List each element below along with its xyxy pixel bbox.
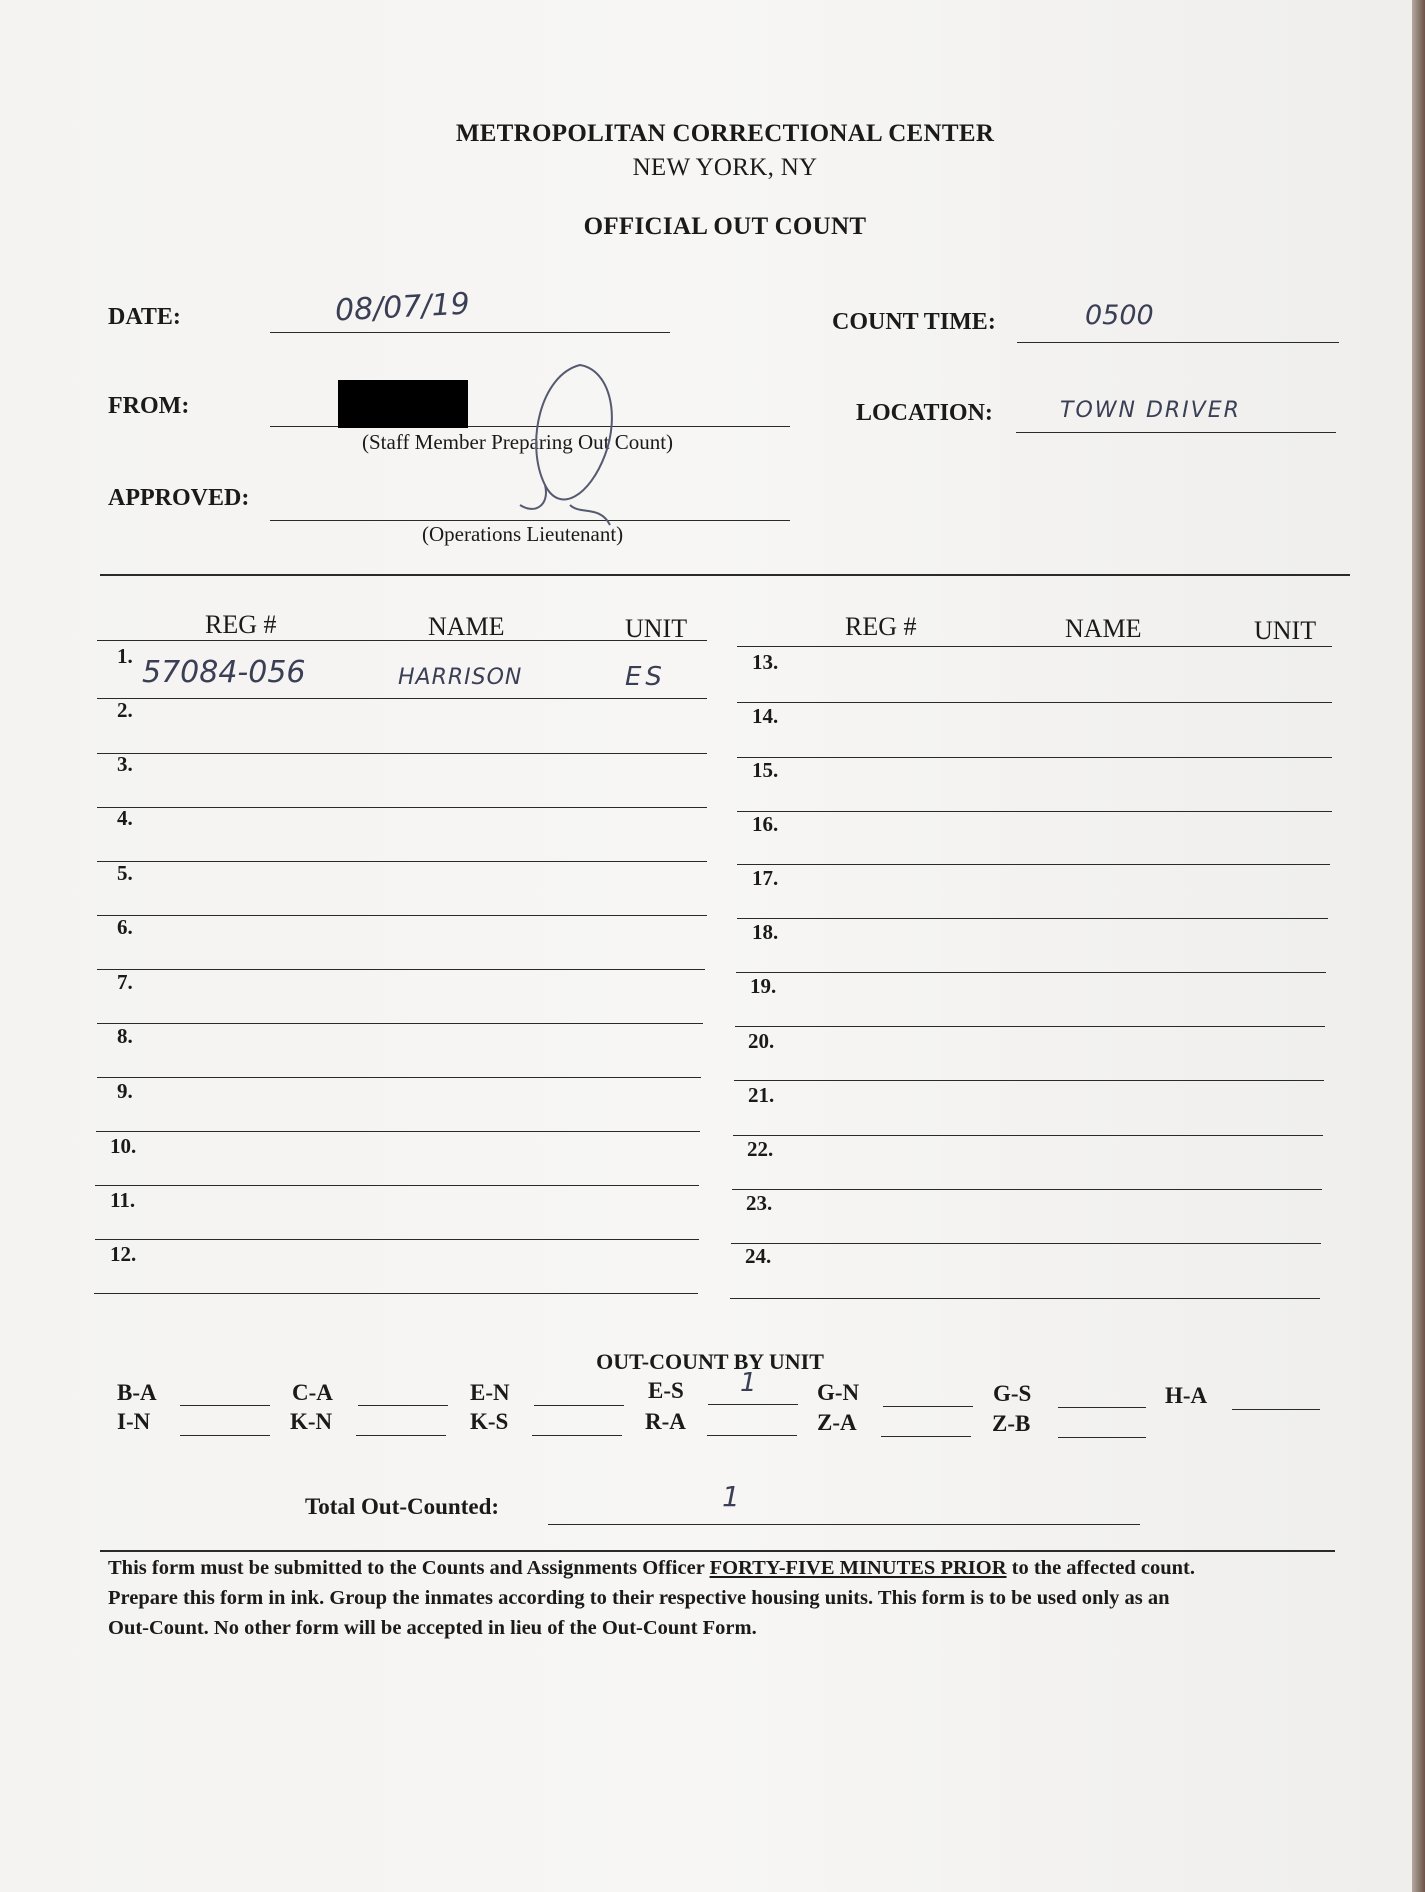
row-line: [733, 1135, 1323, 1136]
unit-line[interactable]: [180, 1435, 270, 1436]
row-number: 8.: [117, 1024, 133, 1048]
row-line: [97, 807, 707, 808]
footer-line-1-post: to the affected count.: [1006, 1557, 1195, 1579]
date-line: [270, 332, 670, 333]
row-number: 11.: [110, 1188, 136, 1212]
footer-line-1: [108, 1553, 1338, 1583]
row-line: [97, 1077, 701, 1078]
row-line: [94, 1293, 698, 1294]
total-label: Total Out-Counted:: [305, 1494, 500, 1519]
unit-cell[interactable]: ES: [625, 662, 666, 692]
row-line: [97, 915, 707, 916]
col-name-left: NAME: [428, 612, 505, 641]
col-unit-left: UNIT: [625, 614, 688, 643]
row-number: 15.: [752, 758, 779, 782]
footer-deadline: FORTY-FIVE MINUTES PRIOR: [709, 1557, 1007, 1579]
row-line: [737, 918, 1328, 919]
row-line: [97, 698, 707, 699]
row-line: [97, 861, 707, 862]
row-number: 5.: [117, 861, 133, 885]
unit-label: Z-A: [817, 1410, 857, 1435]
signature-stroke: [520, 365, 612, 525]
row-line: [736, 972, 1326, 973]
unit-line[interactable]: [708, 1404, 798, 1405]
row-number: 17.: [752, 866, 779, 890]
col-header-line-right: [737, 646, 1332, 647]
row-number: 13.: [752, 650, 779, 674]
unit-line[interactable]: [356, 1435, 446, 1436]
row-number: 10.: [110, 1134, 137, 1158]
unit-label: I-N: [117, 1409, 151, 1434]
city-title: NEW YORK, NY: [632, 154, 818, 181]
unit-label: G-S: [993, 1381, 1032, 1406]
reg-cell[interactable]: 57084-056: [142, 655, 306, 690]
unit-line[interactable]: [1058, 1437, 1146, 1438]
row-line: [96, 1131, 700, 1132]
unit-line[interactable]: [358, 1405, 448, 1406]
header-separator: [100, 574, 1350, 576]
col-unit-right: UNIT: [1254, 616, 1317, 645]
institution-title: METROPOLITAN CORRECTIONAL CENTER: [455, 120, 995, 147]
row-number: 20.: [748, 1029, 775, 1053]
unit-label: K-S: [470, 1409, 509, 1434]
row-number: 23.: [746, 1191, 773, 1215]
row-line: [737, 702, 1332, 703]
from-caption: (Staff Member Preparing Out Count): [362, 430, 674, 454]
row-line: [731, 1243, 1321, 1244]
page-edge-shadow: [1412, 0, 1425, 1892]
row-line: [97, 969, 705, 970]
unit-label: K-N: [290, 1409, 333, 1434]
total-value[interactable]: 1: [722, 1480, 740, 1513]
form-title: OFFICIAL OUT COUNT: [583, 213, 867, 240]
footer-line-3: Out-Count. No other form will be accepted in lieu of the Out-Count Form.: [108, 1617, 757, 1639]
approved-label: APPROVED:: [108, 485, 250, 511]
row-line: [737, 757, 1332, 758]
footer-line-2: Prepare this form in ink. Group the inmates according to their respective housing units. This form is to be used only as an: [108, 1587, 1170, 1609]
location-line: [1016, 432, 1336, 433]
row-number: 2.: [117, 698, 133, 722]
row-number: 16.: [752, 812, 779, 836]
row-line: [737, 811, 1332, 812]
row-line: [730, 1298, 1320, 1299]
location-value[interactable]: TOWN DRIVER: [1060, 398, 1241, 423]
col-name-right: NAME: [1065, 614, 1142, 643]
redaction-box: [338, 380, 468, 428]
unit-label: R-A: [645, 1409, 686, 1434]
date-label: DATE:: [108, 304, 181, 330]
footer-separator: [100, 1550, 1335, 1552]
unit-label: Z-B: [992, 1411, 1031, 1436]
col-reg-left: REG #: [205, 610, 277, 639]
col-header-line-left: [97, 640, 707, 641]
row-number: 6.: [117, 915, 133, 939]
row-number: 19.: [750, 974, 777, 998]
row-number: 21.: [748, 1083, 775, 1107]
row-number: 3.: [117, 752, 133, 776]
signature-mark: [510, 355, 630, 535]
unit-label: E-S: [648, 1378, 684, 1403]
unit-label: G-N: [817, 1380, 860, 1405]
footer-line-1-pre: This form must be submitted to the Counts and Assignments Officer: [108, 1557, 710, 1579]
unit-label: E-N: [470, 1380, 510, 1405]
out-count-title: OUT-COUNT BY UNIT: [596, 1349, 824, 1374]
row-number: 9.: [117, 1079, 133, 1103]
unit-line[interactable]: [1058, 1407, 1146, 1408]
unit-line[interactable]: [707, 1435, 797, 1436]
from-label: FROM:: [108, 393, 190, 419]
unit-line[interactable]: [1232, 1409, 1320, 1410]
row-number: 24.: [745, 1244, 772, 1268]
unit-value[interactable]: 1: [740, 1368, 757, 1398]
row-number: 14.: [752, 704, 779, 728]
row-number: 7.: [117, 970, 133, 994]
total-line[interactable]: [548, 1524, 1140, 1525]
row-number: 22.: [747, 1137, 774, 1161]
unit-label: B-A: [117, 1380, 157, 1405]
col-reg-right: REG #: [845, 612, 917, 641]
row-number: 18.: [752, 920, 779, 944]
row-line: [95, 1239, 699, 1240]
location-label: LOCATION:: [856, 400, 993, 426]
unit-line[interactable]: [534, 1405, 624, 1406]
row-line: [97, 753, 707, 754]
row-number: 1.: [117, 644, 133, 668]
row-line: [732, 1189, 1322, 1190]
footer-instructions: [108, 1553, 1338, 1643]
row-number: 12.: [110, 1242, 137, 1266]
unit-line[interactable]: [180, 1405, 270, 1406]
count-time-value[interactable]: 0500: [1085, 300, 1154, 331]
approved-caption: (Operations Lieutenant): [422, 522, 624, 546]
count-time-label: COUNT TIME:: [832, 309, 996, 335]
unit-label: C-A: [292, 1380, 333, 1405]
row-line: [97, 1023, 703, 1024]
row-number: 4.: [117, 806, 133, 830]
unit-line[interactable]: [532, 1435, 622, 1436]
row-line: [734, 1080, 1324, 1081]
unit-line[interactable]: [881, 1436, 971, 1437]
unit-line[interactable]: [883, 1406, 973, 1407]
count-time-line: [1017, 342, 1339, 343]
date-value[interactable]: 08/07/19: [334, 286, 471, 329]
unit-label: H-A: [1165, 1383, 1208, 1408]
name-cell[interactable]: HARRISON: [398, 665, 523, 690]
row-line: [737, 864, 1330, 865]
row-line: [735, 1026, 1325, 1027]
row-line: [95, 1185, 699, 1186]
